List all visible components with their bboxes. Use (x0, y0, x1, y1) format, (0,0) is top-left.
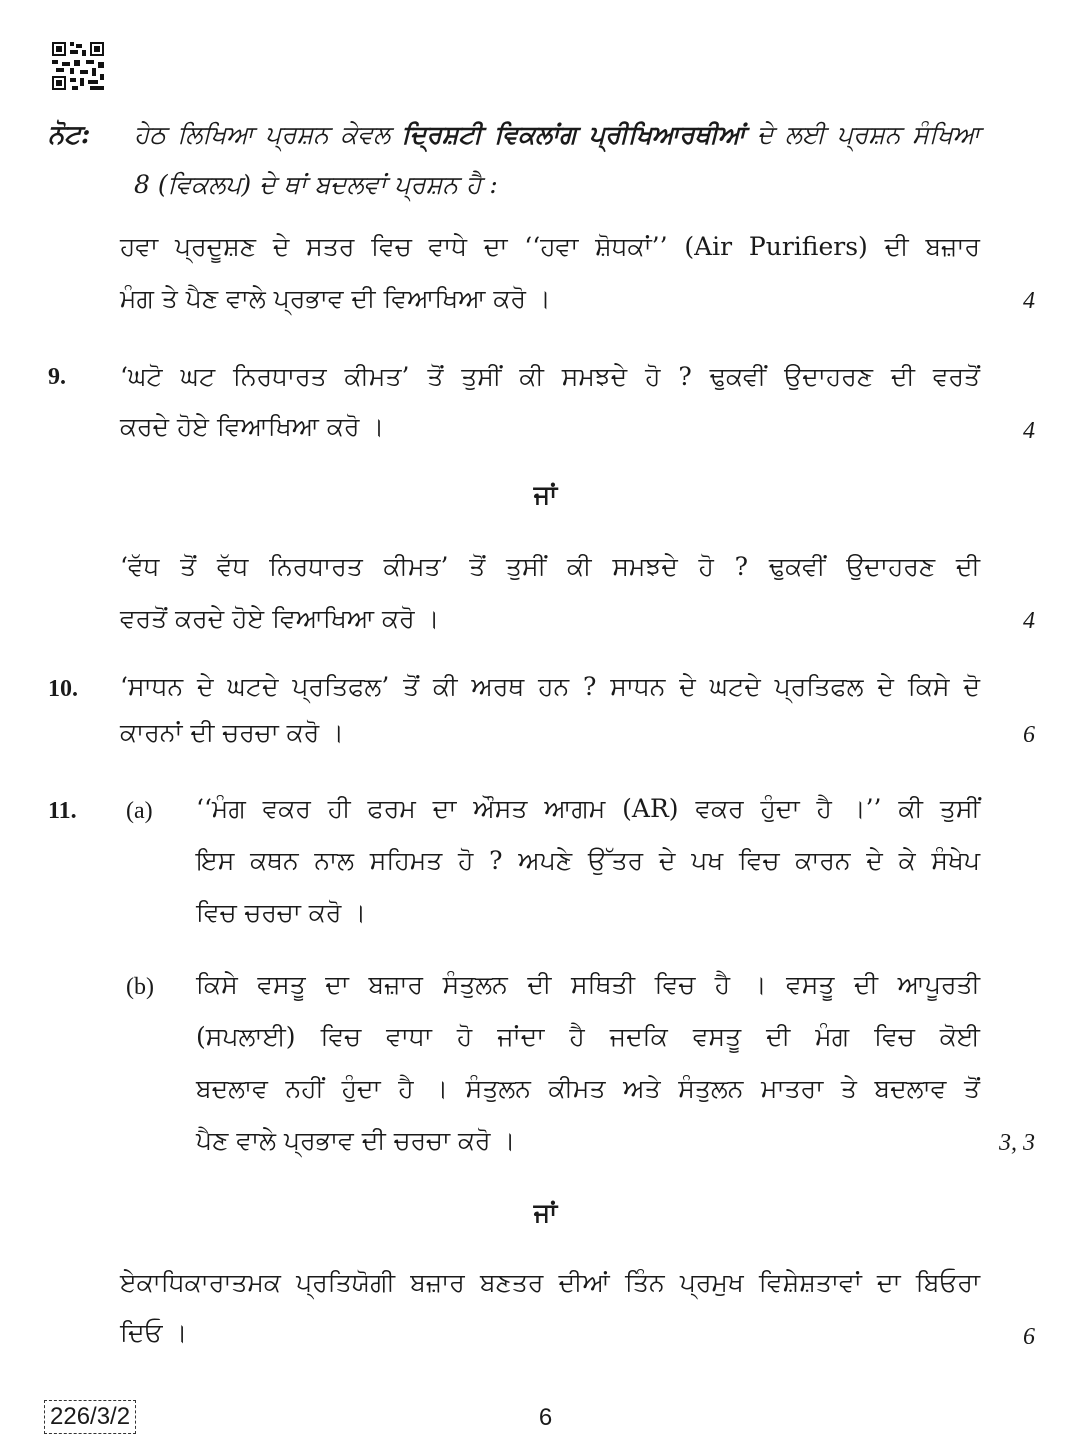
q9-line-2: ਕਰਦੇ ਹੋਏ ਵਿਆਖਿਆ ਕਰੋ । (120, 412, 385, 441)
q11-marks: 3, 3 (999, 1130, 1035, 1156)
q10-line-2: ਕਾਰਨਾਂ ਦੀ ਚਰਚਾ ਕਰੋ । (120, 718, 345, 747)
q8-alt-line-2: ਮੰਗ ਤੇ ਪੈਣ ਵਾਲੇ ਪ੍ਰਭਾਵ ਦੀ ਵਿਆਖਿਆ ਕਰੋ । (120, 284, 551, 313)
q8-alt-marks: 4 (1023, 288, 1035, 314)
q11b-line-2: (ਸਪਲਾਈ) ਵਿਚ ਵਾਧਾ ਹੋ ਜਾਂਦਾ ਹੈ ਜਦਕਿ ਵਸਤੂ ਦੀ ਮੰਗ ਵਿਚ ਕੋਈ (196, 1022, 980, 1051)
q9-line-1: ‘ਘਟੋ ਘਟ ਨਿਰਧਾਰਤ ਕੀਮਤ’ ਤੋਂ ਤੁਸੀਂ ਕੀ ਸਮਝਦੇ ਹੋ ? ਢੁਕਵੀਂ ਉਦਾਹਰਣ ਦੀ ਵਰਤੋਂ (120, 362, 980, 391)
q10-marks: 6 (1023, 722, 1035, 748)
q9-alt-line-1: ‘ਵੱਧ ਤੋਂ ਵੱਧ ਨਿਰਧਾਰਤ ਕੀਮਤ’ ਤੋਂ ਤੁਸੀਂ ਕੀ ਸਮਝਦੇ ਹੋ ? ਢੁਕਵੀਂ ਉਦਾਹਰਣ ਦੀ (120, 552, 980, 581)
q11a-line-3: ਵਿਚ ਚਰਚਾ ਕਰੋ । (196, 898, 367, 927)
note-text-part: ਦੇ ਲਈ ਪ੍ਰਸ਼ਨ ਸੰਖਿਆ (745, 120, 980, 149)
q11b-line-4: ਪੈਣ ਵਾਲੇ ਪ੍ਰਭਾਵ ਦੀ ਚਰਚਾ ਕਰੋ । (196, 1126, 516, 1155)
page-number: 6 (538, 1404, 553, 1431)
q8-alt-line-1: ਹਵਾ ਪ੍ਰਦੂਸ਼ਣ ਦੇ ਸਤਰ ਵਿਚ ਵਾਧੇ ਦਾ ‘‘ਹਵਾ ਸ਼ੋਧਕਾਂ’’ (Air Purifiers) ਦੀ ਬਜ਼ਾਰ (120, 232, 980, 261)
note-line-2: 8 (ਵਿਕਲਪ) ਦੇ ਥਾਂ ਬਦਲਵਾਂ ਪ੍ਰਸ਼ਨ ਹੈ : (134, 170, 498, 199)
note-text-part: ਹੇਠ ਲਿਖਿਆ ਪ੍ਰਸ਼ਨ ਕੇਵਲ (134, 120, 402, 149)
note-emphasis: ਦ੍ਰਿਸ਼ਟੀ ਵਿਕਲਾਂਗ ਪ੍ਰੀਖਿਆਰਥੀਆਂ (401, 120, 746, 149)
q10-number: 10. (48, 676, 78, 702)
q11-alt-marks: 6 (1023, 1324, 1035, 1350)
q9-alt-line-2: ਵਰਤੋਂ ਕਰਦੇ ਹੋਏ ਵਿਆਖਿਆ ਕਰੋ । (120, 604, 440, 633)
q9-marks: 4 (1023, 418, 1035, 444)
qr-code-icon (52, 42, 104, 90)
q11-alt-line-2: ਦਿਓ । (120, 1318, 188, 1347)
q9-alt-marks: 4 (1023, 608, 1035, 634)
q9-or-separator: ਜਾਂ (533, 480, 558, 509)
q11b-line-3: ਬਦਲਾਵ ਨਹੀਂ ਹੁੰਦਾ ਹੈ । ਸੰਤੁਲਨ ਕੀਮਤ ਅਤੇ ਸੰਤੁਲਨ ਮਾਤਰਾ ਤੇ ਬਦਲਾਵ ਤੋਂ (196, 1074, 980, 1103)
q11a-line-2: ਇਸ ਕਥਨ ਨਾਲ ਸਹਿਮਤ ਹੋ ? ਅਪਣੇ ਉੱਤਰ ਦੇ ਪਖ ਵਿਚ ਕਾਰਨ ਦੇ ਕੇ ਸੰਖੇਪ (196, 846, 980, 875)
q11a-line-1: ‘‘ਮੰਗ ਵਕਰ ਹੀ ਫਰਮ ਦਾ ਔਸਤ ਆਗਮ (AR) ਵਕਰ ਹੁੰਦਾ ਹੈ ।’’ ਕੀ ਤੁਸੀਂ (196, 794, 980, 823)
q11-or-separator: ਜਾਂ (533, 1198, 558, 1227)
q11a-label: (a) (126, 798, 153, 824)
q11-number: 11. (48, 798, 77, 824)
q11b-label: (b) (126, 974, 154, 1000)
q10-line-1: ‘ਸਾਧਨ ਦੇ ਘਟਦੇ ਪ੍ਰਤਿਫਲ’ ਤੋਂ ਕੀ ਅਰਥ ਹਨ ? ਸਾਧਨ ਦੇ ਘਟਦੇ ਪ੍ਰਤਿਫਲ ਦੇ ਕਿਸੇ ਦੋ (120, 672, 980, 701)
note-line-1 (134, 118, 980, 152)
paper-code: 226/3/2 (44, 1400, 136, 1434)
q11b-line-1: ਕਿਸੇ ਵਸਤੂ ਦਾ ਬਜ਼ਾਰ ਸੰਤੁਲਨ ਦੀ ਸਥਿਤੀ ਵਿਚ ਹੈ । ਵਸਤੂ ਦੀ ਆਪੂਰਤੀ (196, 970, 980, 999)
note-label: ਨੋਟ: (48, 120, 91, 150)
q11-alt-line-1: ਏਕਾਧਿਕਾਰਾਤਮਕ ਪ੍ਰਤਿਯੋਗੀ ਬਜ਼ਾਰ ਬਣਤਰ ਦੀਆਂ ਤਿੰਨ ਪ੍ਰਮੁਖ ਵਿਸ਼ੇਸ਼ਤਾਵਾਂ ਦਾ ਬਿਓਰਾ (120, 1268, 980, 1297)
q9-number: 9. (48, 364, 66, 390)
